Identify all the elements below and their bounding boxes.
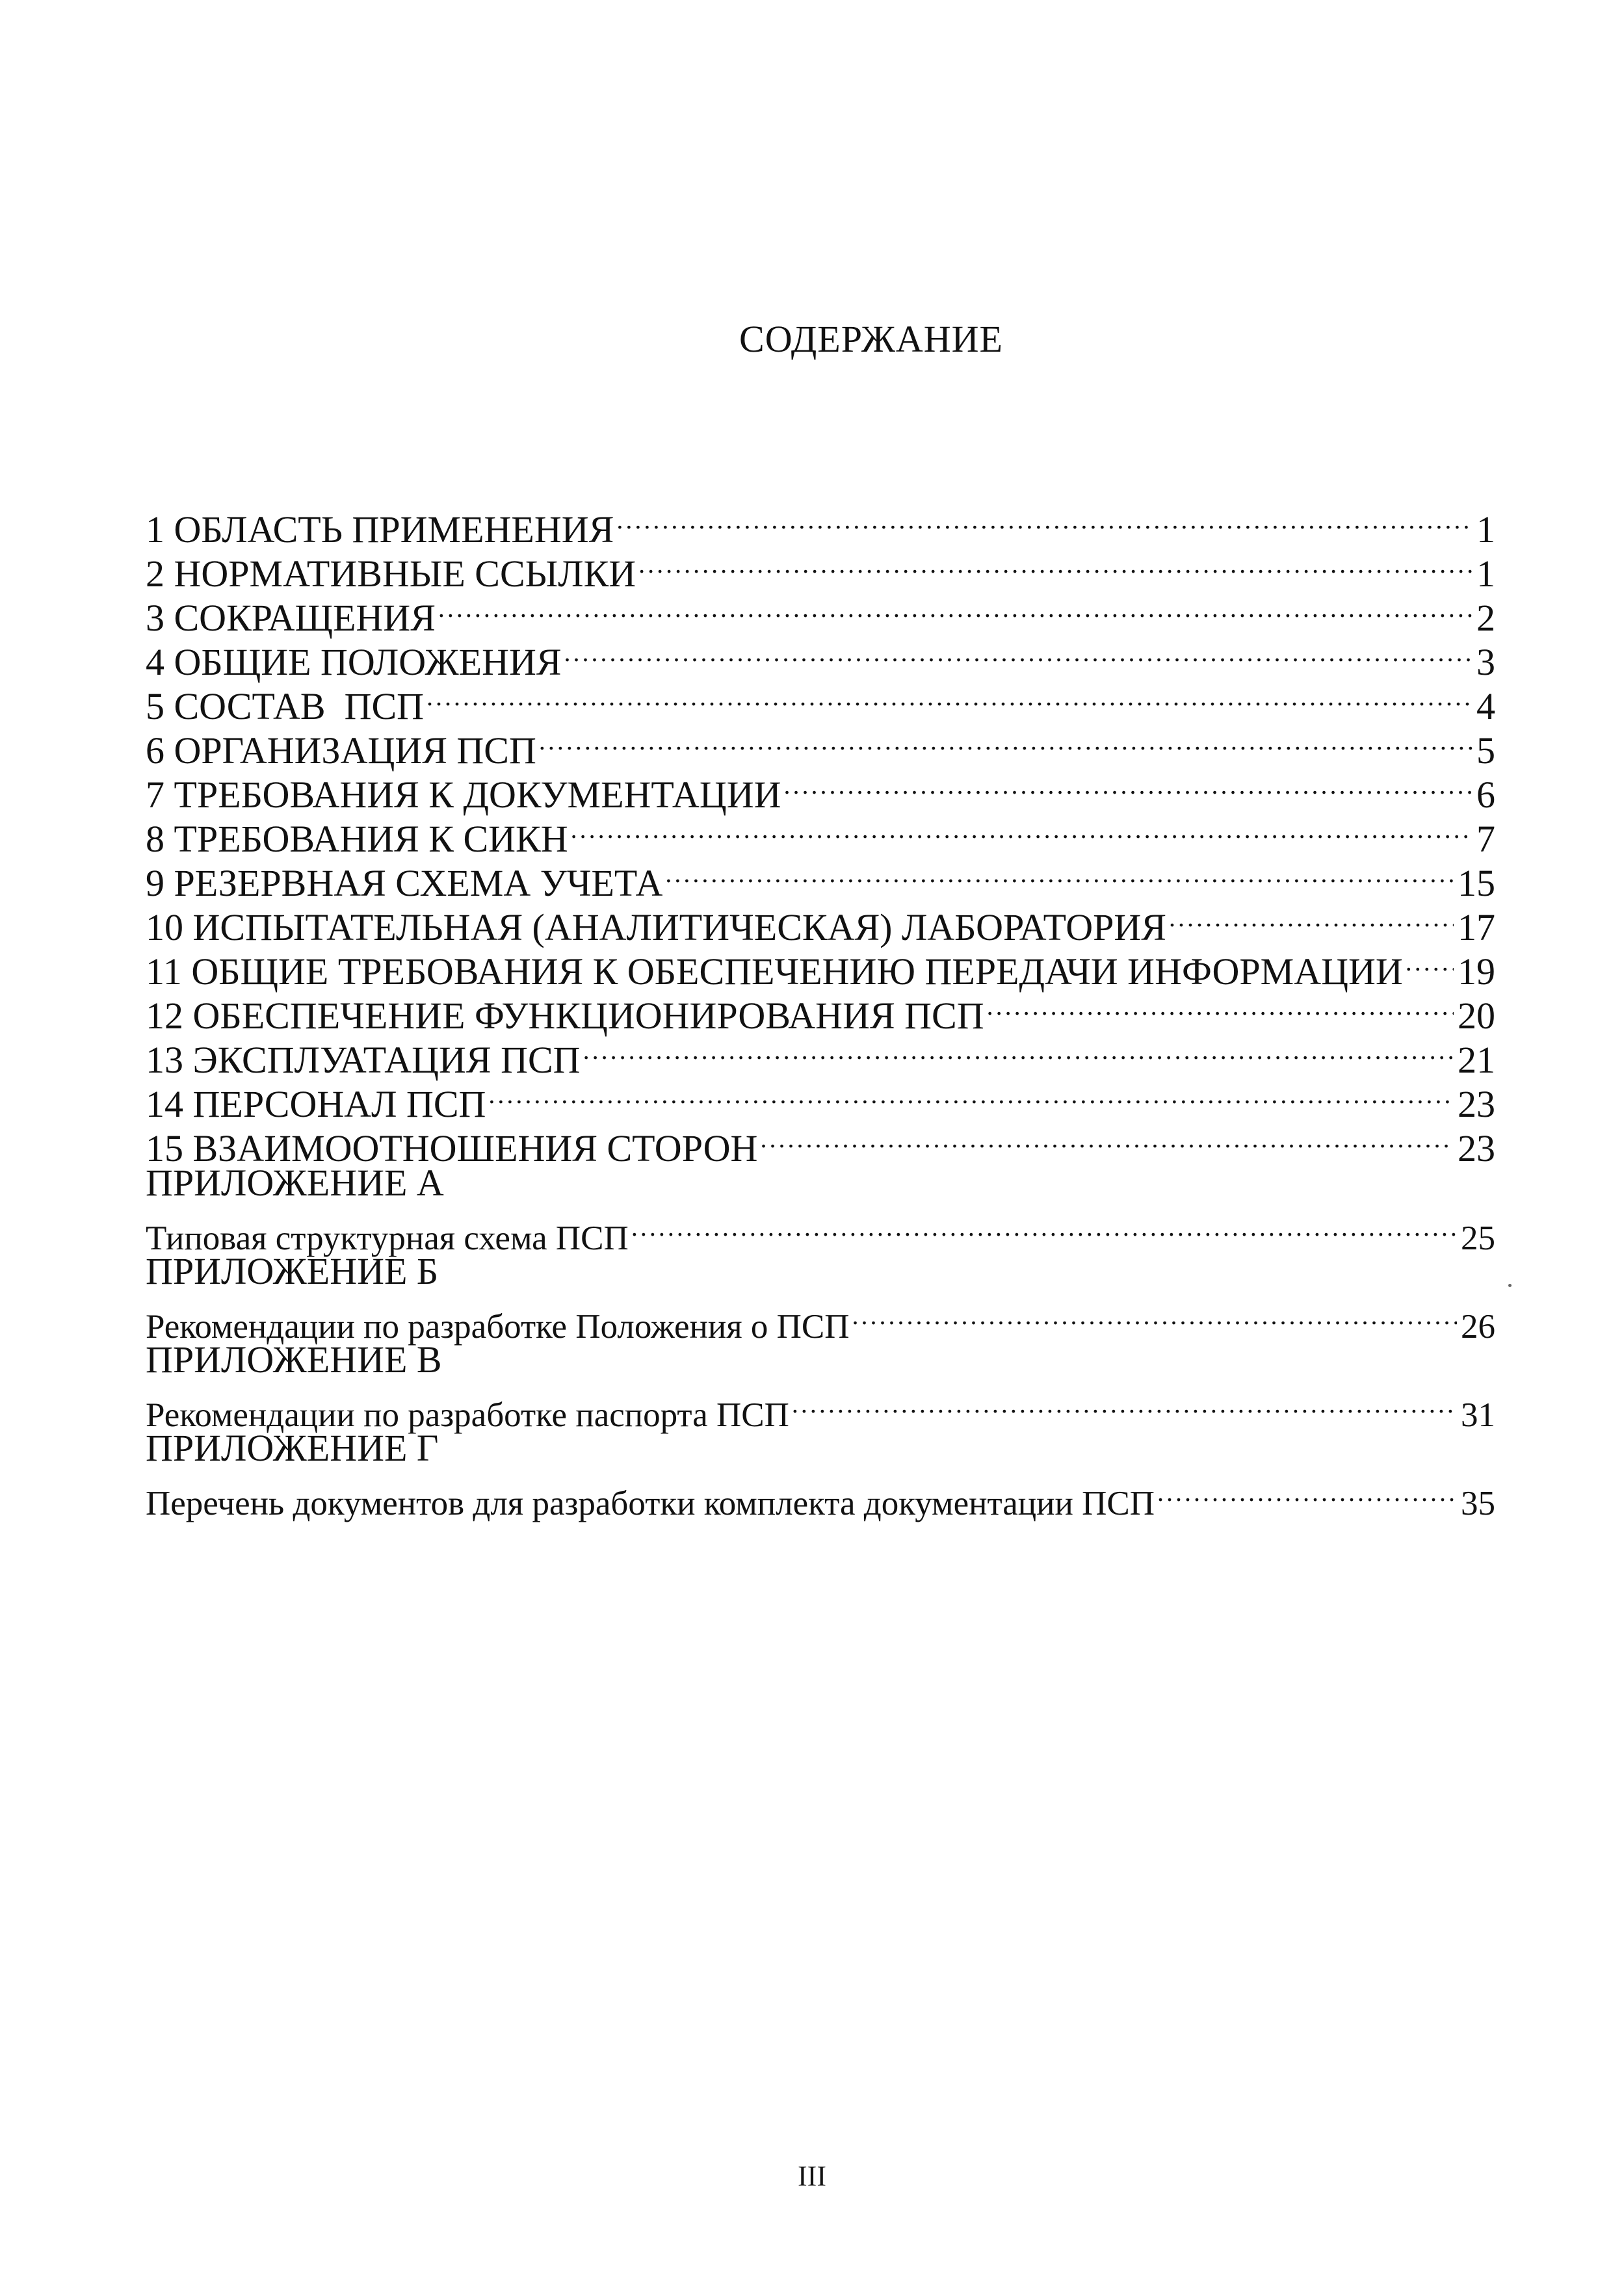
toc-leader-dots [638, 542, 1473, 586]
toc-leader-dots [583, 1028, 1454, 1073]
toc-entry-page: 4 [1476, 685, 1495, 727]
toc-entry-text: Рекомендации по разработке Положения о ПСП [146, 1308, 850, 1346]
toc-entry-text: 6 ОРГАНИЗАЦИЯ ПСП [146, 729, 536, 772]
toc-entry[interactable] [146, 1382, 1495, 1434]
toc-entry-text: 10 ИСПЫТАТЕЛЬНАЯ (АНАЛИТИЧЕСКАЯ) ЛАБОРАТОРИЯ [146, 906, 1166, 948]
toc-leader-dots [571, 807, 1473, 852]
appendix-heading: ПРИЛОЖЕНИЕ Б [146, 1250, 439, 1292]
appendix-heading: ПРИЛОЖЕНИЕ В [146, 1338, 442, 1381]
toc-leader-dots [665, 852, 1454, 896]
page-number: III [798, 2160, 826, 2192]
toc-entry-page: 20 [1458, 995, 1495, 1037]
toc-entry-text: Рекомендации по разработке паспорта ПСП [146, 1396, 789, 1434]
toc-entry-text: 14 ПЕРСОНАЛ ПСП [146, 1083, 486, 1125]
toc-entry-page: 6 [1476, 774, 1495, 816]
toc-entry-page: 15 [1458, 862, 1495, 904]
toc-entry-text: 9 РЕЗЕРВНАЯ СХЕМА УЧЕТА [146, 862, 663, 904]
toc-entry-text: 7 ТРЕБОВАНИЯ К ДОКУМЕНТАЦИИ [146, 774, 781, 816]
toc-entry-page: 21 [1458, 1039, 1495, 1081]
toc-entry-text: 8 ТРЕБОВАНИЯ К СИКН [146, 818, 568, 860]
toc-leader-dots [1157, 1470, 1457, 1515]
toc-entry-text: 11 ОБЩИЕ ТРЕБОВАНИЯ К ОБЕСПЕЧЕНИЮ ПЕРЕДАЧИ ИНФОРМАЦИИ [146, 950, 1403, 993]
toc-entry[interactable] [146, 1294, 1495, 1346]
toc-entry-page: 23 [1458, 1127, 1495, 1169]
toc-entry[interactable] [146, 1205, 1495, 1257]
scan-speck [1508, 1284, 1512, 1287]
toc-entry-text: Типовая структурная схема ПСП [146, 1219, 629, 1257]
appendix-heading: ПРИЛОЖЕНИЕ А [146, 1162, 444, 1204]
toc-entry-text: 15 ВЗАИМООТНОШЕНИЯ СТОРОН [146, 1127, 758, 1169]
toc-entry-page: 26 [1461, 1308, 1495, 1346]
toc-leader-dots [488, 1073, 1454, 1117]
toc-entry-page: 1 [1476, 508, 1495, 551]
toc-leader-dots [1406, 940, 1454, 984]
toc-leader-dots [631, 1205, 1457, 1249]
toc-entry-text: 13 ЭКСПЛУАТАЦИЯ ПСП [146, 1039, 581, 1081]
toc-entry-page: 25 [1461, 1219, 1495, 1257]
toc-entry-text: 5 СОСТАВ ПСП [146, 685, 425, 727]
toc-entry-page: 7 [1476, 818, 1495, 860]
toc-leader-dots [426, 675, 1473, 719]
toc-entry[interactable] [146, 1470, 1495, 1522]
toc-leader-dots [783, 763, 1473, 807]
toc-entry-text: 2 НОРМАТИВНЫЕ ССЫЛКИ [146, 553, 636, 595]
toc-entry-page: 17 [1458, 906, 1495, 948]
toc-entry-text: 1 ОБЛАСТЬ ПРИМЕНЕНИЯ [146, 508, 614, 551]
toc-leader-dots [760, 1117, 1454, 1161]
toc-leader-dots [564, 631, 1473, 675]
toc-leader-dots [438, 586, 1473, 631]
toc-entry-page: 2 [1476, 597, 1495, 639]
toc-entry-page: 1 [1476, 553, 1495, 595]
toc-entry[interactable] [146, 498, 1495, 551]
page-title: СОДЕРЖАНИЕ [739, 318, 1003, 360]
toc-leader-dots [616, 498, 1473, 542]
toc-leader-dots [852, 1294, 1458, 1338]
toc-leader-dots [1169, 896, 1454, 940]
toc-entry-page: 5 [1476, 729, 1495, 772]
appendix-heading: ПРИЛОЖЕНИЕ Г [146, 1427, 439, 1469]
toc-entry-text: 12 ОБЕСПЕЧЕНИЕ ФУНКЦИОНИРОВАНИЯ ПСП [146, 995, 984, 1037]
toc-entry-text: 3 СОКРАЩЕНИЯ [146, 597, 436, 639]
toc-entry-page: 23 [1458, 1083, 1495, 1125]
toc-leader-dots [792, 1382, 1457, 1426]
toc-entry-page: 35 [1461, 1485, 1495, 1522]
toc-entry-page: 19 [1458, 950, 1495, 993]
toc-entry-text: Перечень документов для разработки комплекта документации ПСП [146, 1485, 1155, 1522]
toc-entry-text: 4 ОБЩИЕ ПОЛОЖЕНИЯ [146, 641, 562, 683]
toc-entry-page: 3 [1476, 641, 1495, 683]
toc-leader-dots [987, 984, 1454, 1028]
toc-leader-dots [539, 719, 1473, 763]
toc-entry-page: 31 [1461, 1396, 1495, 1434]
table-of-contents [146, 498, 1495, 1522]
